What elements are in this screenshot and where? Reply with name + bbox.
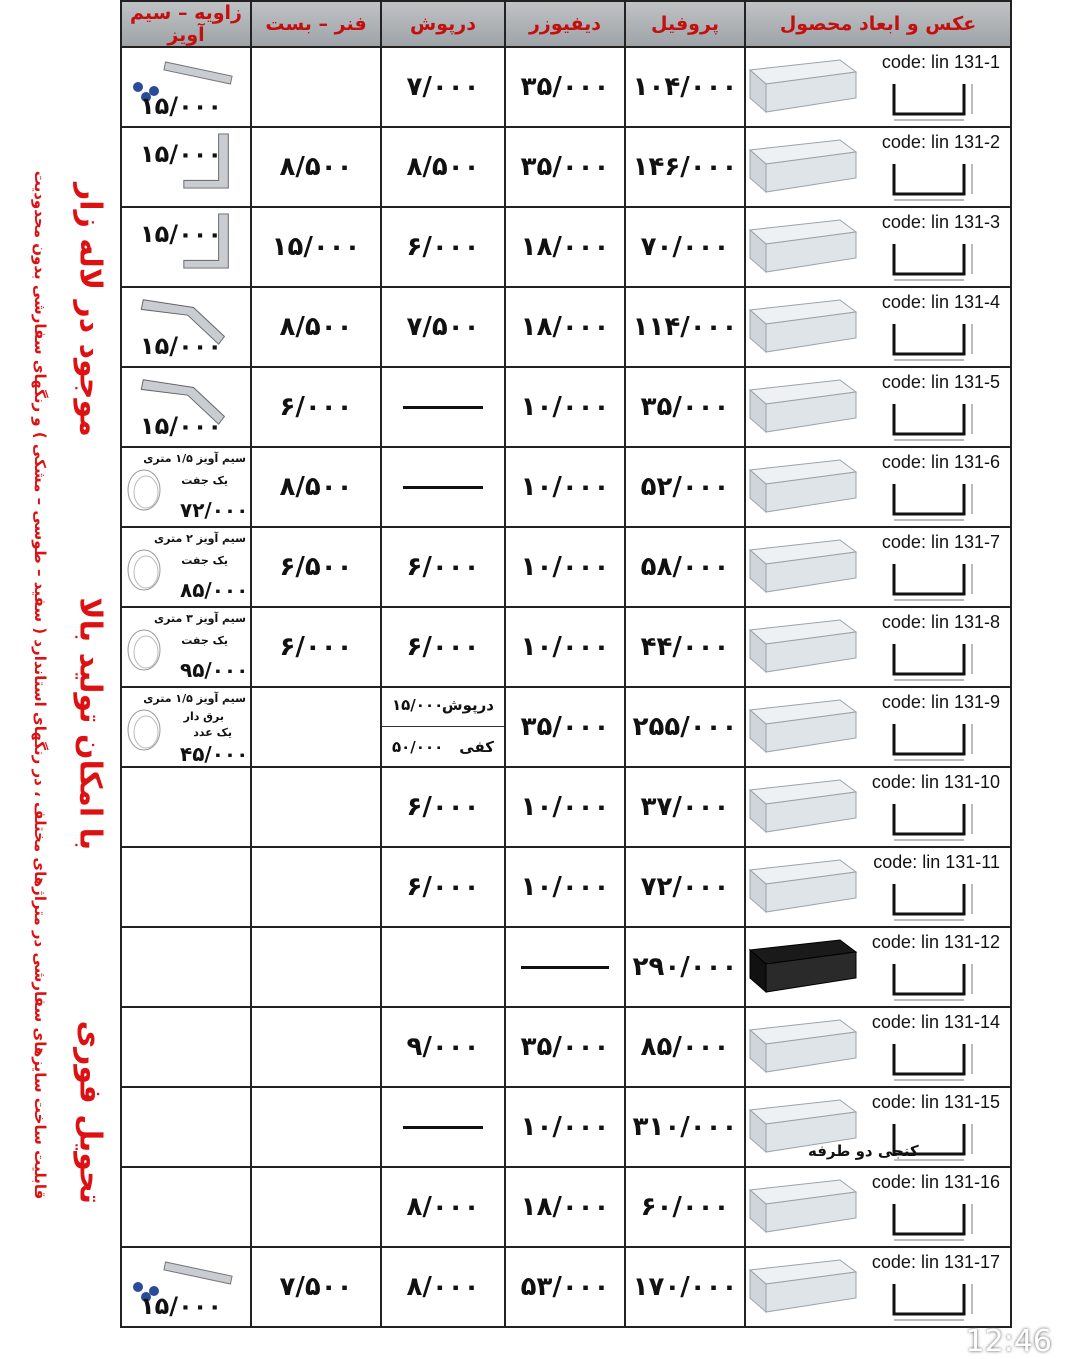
product-code: code: lin 131-10 [871, 772, 1000, 792]
angle-price: ۱۵/۰۰۰ [140, 1292, 223, 1320]
dash-mark [403, 406, 483, 409]
diffuser-cell: ۳۵/۰۰۰ [505, 127, 625, 207]
side-promo-big [73, 94, 108, 1294]
header-diffuser: دیفیوزر [505, 1, 625, 47]
spring-cell: ۷/۵۰۰ [251, 1247, 381, 1327]
product-code: code: lin 131-7 [881, 532, 1000, 552]
angle-cell [121, 847, 251, 927]
wire-desc: سیم آویز ۱/۵ متری [143, 692, 246, 705]
profile-photo [748, 858, 858, 916]
product-code: code: lin 131-1 [881, 52, 1000, 72]
spring-cell [251, 1167, 381, 1247]
angle-price: ۸۵/۰۰۰ [180, 578, 249, 602]
cap-cell: ۷/۵۰۰ [381, 287, 505, 367]
table-row [121, 47, 1011, 127]
angle-cell [121, 287, 251, 367]
spring-cell [251, 847, 381, 927]
profile-cell: ۷۲/۰۰۰ [625, 847, 745, 927]
profile-cell: ۴۴/۰۰۰ [625, 607, 745, 687]
angle-cell [121, 687, 251, 767]
table-row [121, 1167, 1011, 1247]
product-code: code: lin 131-2 [881, 132, 1000, 152]
angle-price: ۴۵/۰۰۰ [180, 742, 249, 766]
product-cell [745, 1247, 1011, 1327]
angle-cell [121, 447, 251, 527]
profile-cell: ۱۷۰/۰۰۰ [625, 1247, 745, 1327]
corner-note: کنجی دو طرفه [808, 1142, 919, 1160]
cross-section-diagram [880, 798, 990, 844]
profile-cell: ۵۸/۰۰۰ [625, 527, 745, 607]
cross-section-diagram [880, 638, 990, 684]
profile-cell: ۱۴۶/۰۰۰ [625, 127, 745, 207]
profile-cell: ۶۰/۰۰۰ [625, 1167, 745, 1247]
spring-cell [251, 1087, 381, 1167]
cap-cell: ۶/۰۰۰ [381, 207, 505, 287]
wire-desc: سیم آویز ۳ متری [154, 612, 246, 625]
base-label: کفی [459, 738, 494, 756]
profile-photo [748, 1258, 858, 1316]
wire-desc: سیم آویز ۲ متری [154, 532, 246, 545]
diffuser-cell: ۱۰/۰۰۰ [505, 847, 625, 927]
diffuser-cell: ۳۵/۰۰۰ [505, 1007, 625, 1087]
cap-price: ۱۵/۰۰۰ [392, 696, 444, 714]
product-cell [745, 1007, 1011, 1087]
product-cell [745, 287, 1011, 367]
diffuser-cell: ۱۸/۰۰۰ [505, 1167, 625, 1247]
cross-section-diagram [880, 718, 990, 764]
angle-price: ۱۵/۰۰۰ [140, 332, 223, 360]
cap-cell [381, 447, 505, 527]
cross-section-diagram [880, 878, 990, 924]
product-code: code: lin 131-5 [881, 372, 1000, 392]
profile-cell: ۲۹۰/۰۰۰ [625, 927, 745, 1007]
spring-cell: ۸/۵۰۰ [251, 287, 381, 367]
product-cell [745, 447, 1011, 527]
header-angle: زاویه – سیم آویز [121, 1, 251, 47]
price-table [120, 0, 1012, 1328]
table-row [121, 1087, 1011, 1167]
table-row [121, 127, 1011, 207]
profile-photo [748, 618, 858, 676]
profile-photo [748, 778, 858, 836]
angle-cell [121, 927, 251, 1007]
wire-qty: یک جفت [181, 474, 228, 487]
wire-qty: یک عدد [193, 726, 232, 739]
product-code: code: lin 131-9 [881, 692, 1000, 712]
profile-cell: ۵۲/۰۰۰ [625, 447, 745, 527]
profile-cell: ۸۵/۰۰۰ [625, 1007, 745, 1087]
status-clock: 12:46 [965, 1324, 1052, 1359]
suspension-wire-icon [124, 700, 164, 760]
spring-cell: ۶/۰۰۰ [251, 607, 381, 687]
angle-price: ۹۵/۰۰۰ [180, 658, 249, 682]
product-cell [745, 607, 1011, 687]
cross-section-diagram [880, 958, 990, 1004]
table-row [121, 527, 1011, 607]
wire-qty: یک جفت [181, 554, 228, 567]
profile-photo [748, 938, 858, 996]
table-row [121, 1007, 1011, 1087]
suspension-wire-icon [124, 540, 164, 600]
header-cap: درپوش [381, 1, 505, 47]
dash-mark [403, 486, 483, 489]
spring-cell [251, 687, 381, 767]
cap-cell: ۷/۰۰۰ [381, 47, 505, 127]
spring-cell: ۸/۵۰۰ [251, 447, 381, 527]
table-row [121, 767, 1011, 847]
diffuser-cell: ۳۵/۰۰۰ [505, 47, 625, 127]
spring-cell [251, 1007, 381, 1087]
diffuser-cell: ۳۵/۰۰۰ [505, 687, 625, 767]
product-cell [745, 1167, 1011, 1247]
table-row [121, 687, 1011, 767]
cross-section-diagram [880, 78, 990, 124]
profile-photo [748, 538, 858, 596]
spring-cell: ۱۵/۰۰۰ [251, 207, 381, 287]
spring-cell: ۶/۵۰۰ [251, 527, 381, 607]
product-code: code: lin 131-12 [871, 932, 1000, 952]
cross-section-diagram [880, 318, 990, 364]
product-cell [745, 367, 1011, 447]
angle-price: ۱۵/۰۰۰ [140, 412, 223, 440]
cap-cell: ۹/۰۰۰ [381, 1007, 505, 1087]
profile-photo [748, 298, 858, 356]
table-row [121, 447, 1011, 527]
angle-cell [121, 127, 251, 207]
product-cell [745, 207, 1011, 287]
side-promo-small: قابلیت ساخت سایزهای سفارشی در متراژهای مختلف ، در رنگهای استاندارد ( سفید – طوسی – مشکی ) و رنگهای سفارشی بدون محدودیت [31, 170, 49, 1200]
cap-cell: ۸/۰۰۰ [381, 1167, 505, 1247]
angle-cell [121, 367, 251, 447]
diffuser-cell: ۱۰/۰۰۰ [505, 1087, 625, 1167]
product-code: code: lin 131-3 [881, 212, 1000, 232]
cross-section-diagram [880, 158, 990, 204]
product-code: code: lin 131-6 [881, 452, 1000, 472]
wire-desc: برق دار [183, 710, 224, 723]
table-row [121, 367, 1011, 447]
profile-cell: ۲۵۵/۰۰۰ [625, 687, 745, 767]
product-cell [745, 127, 1011, 207]
cross-section-diagram [880, 1038, 990, 1084]
spring-cell [251, 767, 381, 847]
cap-cell: ۶/۰۰۰ [381, 767, 505, 847]
product-cell [745, 527, 1011, 607]
angle-cell [121, 207, 251, 287]
product-code: code: lin 131-14 [871, 1012, 1000, 1032]
wire-qty: یک جفت [181, 634, 228, 647]
cap-cell: ۸/۰۰۰ [381, 1247, 505, 1327]
cap-cell [381, 927, 505, 1007]
diffuser-cell: ۱۰/۰۰۰ [505, 447, 625, 527]
diffuser-cell: ۱۰/۰۰۰ [505, 527, 625, 607]
cap-cell: ۶/۰۰۰ [381, 847, 505, 927]
profile-cell: ۳۱۰/۰۰۰ [625, 1087, 745, 1167]
angle-cell [121, 607, 251, 687]
product-cell [745, 847, 1011, 927]
profile-photo [748, 378, 858, 436]
base-price: ۵۰/۰۰۰ [392, 738, 444, 756]
cap-cell [381, 687, 505, 767]
angle-cell [121, 767, 251, 847]
product-cell [745, 47, 1011, 127]
table-row [121, 207, 1011, 287]
cap-cell: ۶/۰۰۰ [381, 607, 505, 687]
promo-line-1: موجود در لاله زار [72, 183, 108, 437]
cross-section-diagram [880, 238, 990, 284]
profile-photo [748, 218, 858, 276]
suspension-wire-icon [124, 620, 164, 680]
product-code: code: lin 131-11 [873, 852, 1000, 872]
product-cell [745, 1087, 1011, 1167]
product-cell [745, 687, 1011, 767]
angle-price: ۱۵/۰۰۰ [140, 140, 223, 168]
product-code: code: lin 131-16 [871, 1172, 1000, 1192]
dash-mark [403, 1126, 483, 1129]
profile-photo [748, 698, 858, 756]
cross-section-diagram [880, 398, 990, 444]
angle-price: ۱۵/۰۰۰ [140, 220, 223, 248]
table-row [121, 847, 1011, 927]
side-promo [0, 0, 120, 1351]
profile-cell: ۱۱۴/۰۰۰ [625, 287, 745, 367]
cross-section-diagram [880, 1278, 990, 1324]
product-code: code: lin 131-17 [871, 1252, 1000, 1272]
angle-price: ۱۵/۰۰۰ [140, 92, 223, 120]
product-code: code: lin 131-8 [881, 612, 1000, 632]
dash-mark [521, 966, 609, 969]
header-spring: فنر – بست [251, 1, 381, 47]
diffuser-cell: ۱۸/۰۰۰ [505, 287, 625, 367]
cross-section-diagram [880, 1198, 990, 1244]
table-row [121, 1247, 1011, 1327]
diffuser-cell: ۱۸/۰۰۰ [505, 207, 625, 287]
diffuser-cell [505, 927, 625, 1007]
spring-cell [251, 47, 381, 127]
diffuser-cell: ۱۰/۰۰۰ [505, 767, 625, 847]
angle-cell [121, 1087, 251, 1167]
spring-cell: ۸/۵۰۰ [251, 127, 381, 207]
table-row [121, 607, 1011, 687]
spring-cell [251, 927, 381, 1007]
cross-section-diagram [880, 558, 990, 604]
table-row [121, 927, 1011, 1007]
cap-cell: ۶/۰۰۰ [381, 527, 505, 607]
cap-divider [382, 726, 504, 727]
profile-cell: ۱۰۴/۰۰۰ [625, 47, 745, 127]
diffuser-cell: ۱۰/۰۰۰ [505, 607, 625, 687]
cap-cell [381, 1087, 505, 1167]
angle-cell [121, 1247, 251, 1327]
product-cell [745, 767, 1011, 847]
table-header [121, 1, 1011, 47]
spring-cell: ۶/۰۰۰ [251, 367, 381, 447]
cross-section-diagram [880, 478, 990, 524]
table-row [121, 287, 1011, 367]
product-code: code: lin 131-15 [871, 1092, 1000, 1112]
angle-price: ۷۲/۰۰۰ [180, 498, 249, 522]
header-image: عکس و ابعاد محصول [745, 1, 1011, 47]
profile-photo [748, 138, 858, 196]
profile-cell: ۳۵/۰۰۰ [625, 367, 745, 447]
profile-photo [748, 1018, 858, 1076]
cap-cell [381, 367, 505, 447]
profile-photo [748, 458, 858, 516]
wire-desc: سیم آویز ۱/۵ متری [143, 452, 246, 465]
angle-cell [121, 1167, 251, 1247]
header-profile: پروفیل [625, 1, 745, 47]
product-cell [745, 927, 1011, 1007]
diffuser-cell: ۵۳/۰۰۰ [505, 1247, 625, 1327]
cap-cell: ۸/۵۰۰ [381, 127, 505, 207]
angle-cell [121, 47, 251, 127]
suspension-wire-icon [124, 460, 164, 520]
profile-cell: ۳۷/۰۰۰ [625, 767, 745, 847]
product-code: code: lin 131-4 [881, 292, 1000, 312]
profile-photo [748, 58, 858, 116]
promo-line-3: تحویل فوری [72, 1020, 108, 1204]
profile-photo [748, 1178, 858, 1236]
diffuser-cell: ۱۰/۰۰۰ [505, 367, 625, 447]
promo-line-2: با امکان تولید بالا [72, 597, 108, 851]
angle-cell [121, 1007, 251, 1087]
profile-cell: ۷۰/۰۰۰ [625, 207, 745, 287]
angle-cell [121, 527, 251, 607]
cap-label: درپوش [441, 696, 494, 714]
